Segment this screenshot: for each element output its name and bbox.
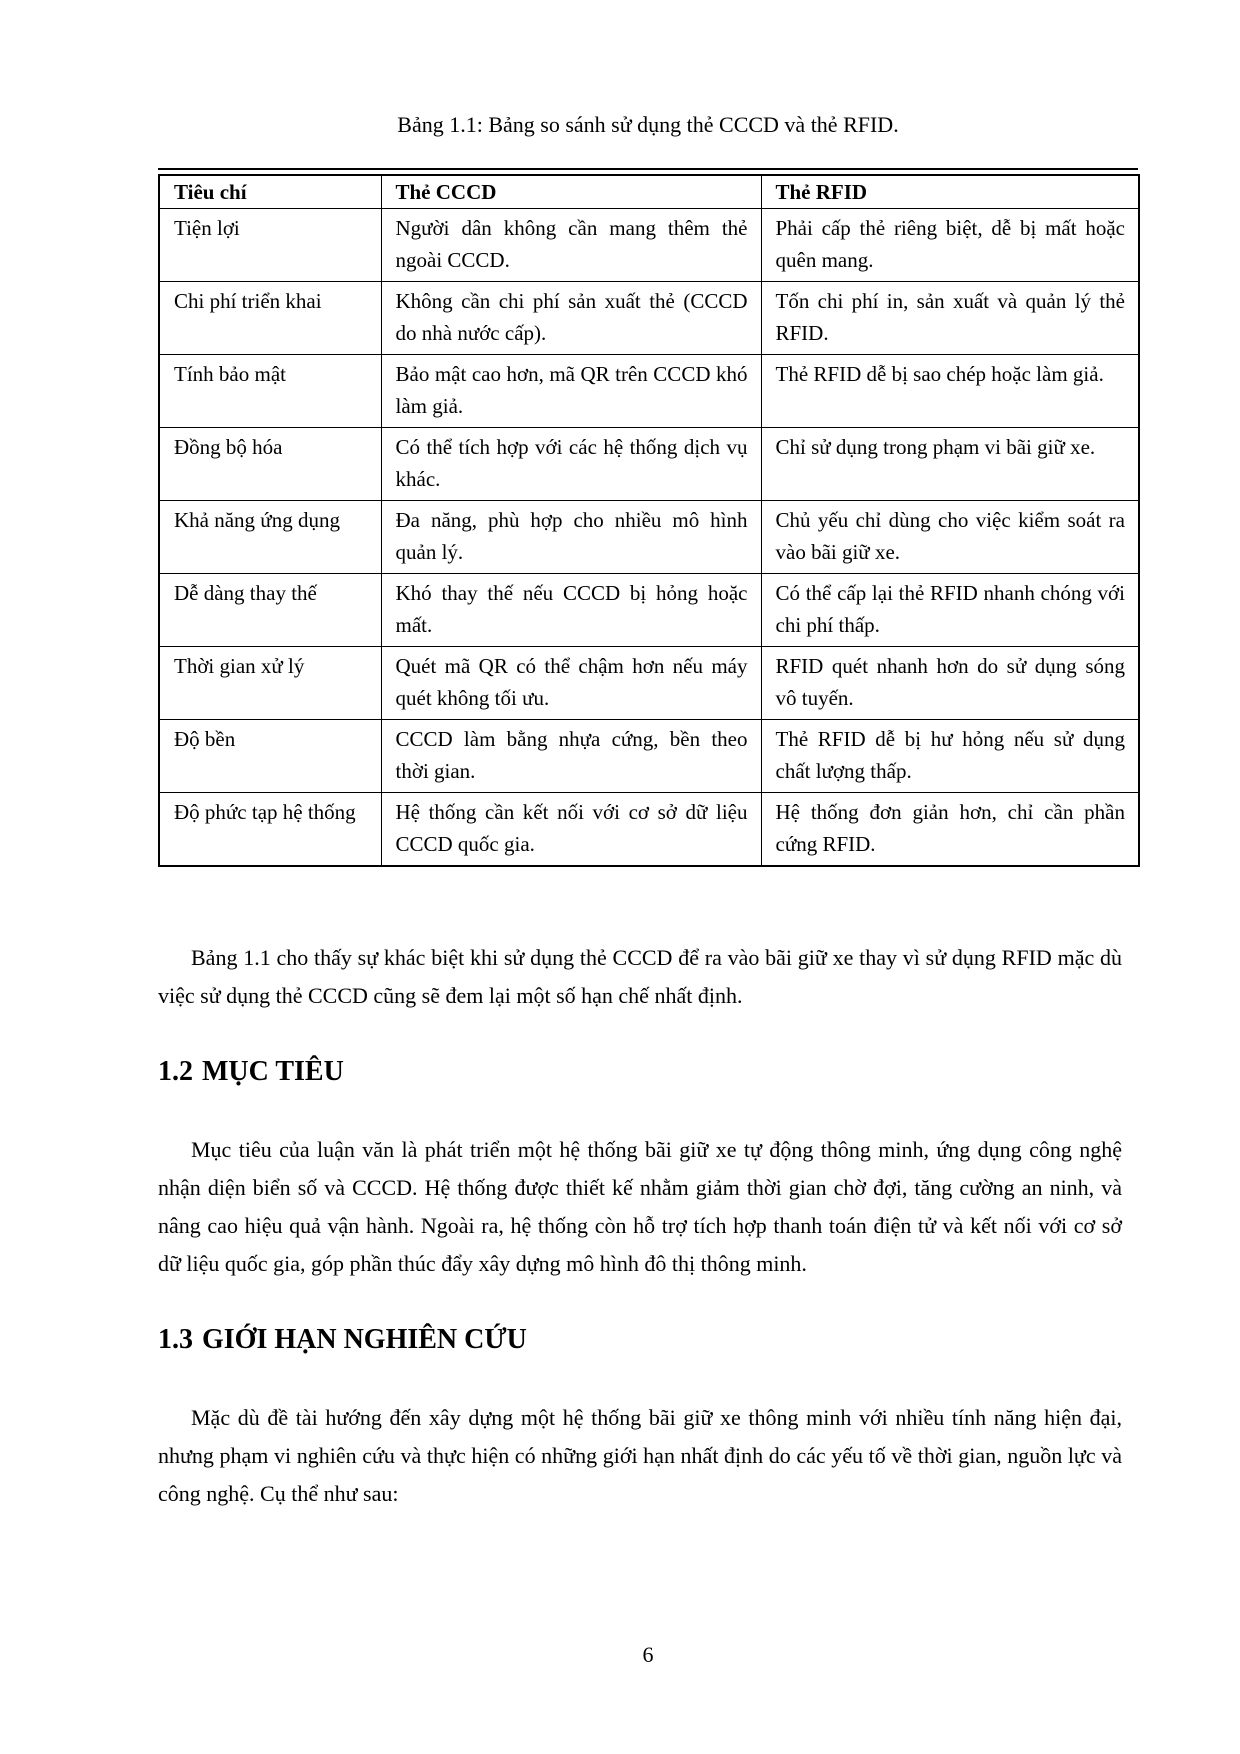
cell-cccd: Có thể tích hợp với các hệ thống dịch vụ khác. xyxy=(381,428,761,501)
cell-criteria: Khả năng ứng dụng xyxy=(159,501,381,574)
table-row xyxy=(159,355,1139,428)
cell-cccd: Quét mã QR có thể chậm hơn nếu máy quét không tối ưu. xyxy=(381,647,761,720)
table-caption: Bảng 1.1: Bảng so sánh sử dụng thẻ CCCD và thẻ RFID. xyxy=(397,112,899,137)
table-row xyxy=(159,647,1139,720)
section-number: 1.3 xyxy=(158,1324,193,1355)
cell-criteria: Tính bảo mật xyxy=(159,355,381,428)
cell-cccd: Hệ thống cần kết nối với cơ sở dữ liệu CCCD quốc gia. xyxy=(381,793,761,867)
column-header-rfid: Thẻ RFID xyxy=(761,175,1139,209)
cell-rfid: Chủ yếu chỉ dùng cho việc kiểm soát ra vào bãi giữ xe. xyxy=(761,501,1139,574)
cell-cccd: Khó thay thế nếu CCCD bị hỏng hoặc mất. xyxy=(381,574,761,647)
table-row xyxy=(159,793,1139,867)
page-content xyxy=(158,112,1138,1513)
cell-rfid: Tốn chi phí in, sản xuất và quản lý thẻ RFID. xyxy=(761,282,1139,355)
table-row xyxy=(159,209,1139,282)
cell-criteria: Độ bền xyxy=(159,720,381,793)
table-row xyxy=(159,428,1139,501)
section-number: 1.2 xyxy=(158,1056,193,1087)
cell-criteria: Tiện lợi xyxy=(159,209,381,282)
section-heading-1-2 xyxy=(158,1055,1138,1089)
column-header-cccd: Thẻ CCCD xyxy=(381,175,761,209)
page-number: 6 xyxy=(642,1642,654,1667)
cell-rfid: Hệ thống đơn giản hơn, chỉ cần phần cứng RFID. xyxy=(761,793,1139,867)
cell-criteria: Độ phức tạp hệ thống xyxy=(159,793,381,867)
section-heading-1-3 xyxy=(158,1323,1138,1357)
section-title: MỤC TIÊU xyxy=(202,1056,344,1087)
cell-rfid: Thẻ RFID dễ bị sao chép hoặc làm giả. xyxy=(761,355,1139,428)
section-1-2-paragraph: Mục tiêu của luận văn là phát triển một hệ thống bãi giữ xe tự động thông minh, ứng dụng công nghệ nhận diện biển số và CCCD. Hệ thống được thiết kế nhằm giảm thời gian chờ đợi, tăng cường an ninh, và nâng cao hiệu quả vận hành. Ngoài ra, hệ thống còn hỗ trợ tích hợp thanh toán điện tử và kết nối với cơ sở dữ liệu quốc gia, góp phần thúc đẩy xây dựng mô hình đô thị thông minh. xyxy=(158,1137,1122,1276)
column-header-criteria: Tiêu chí xyxy=(159,175,381,209)
cell-rfid: Có thể cấp lại thẻ RFID nhanh chóng với chi phí thấp. xyxy=(761,574,1139,647)
table-row xyxy=(159,501,1139,574)
cell-cccd: Người dân không cần mang thêm thẻ ngoài CCCD. xyxy=(381,209,761,282)
table-row xyxy=(159,574,1139,647)
cell-cccd: Không cần chi phí sản xuất thẻ (CCCD do nhà nước cấp). xyxy=(381,282,761,355)
cell-criteria: Thời gian xử lý xyxy=(159,647,381,720)
cell-rfid: RFID quét nhanh hơn do sử dụng sóng vô tuyến. xyxy=(761,647,1139,720)
paragraph-after-table: Bảng 1.1 cho thấy sự khác biệt khi sử dụng thẻ CCCD để ra vào bãi giữ xe thay vì sử dụng RFID mặc dù việc sử dụng thẻ CCCD cũng sẽ đem lại một số hạn chế nhất định. xyxy=(158,945,1122,1008)
cell-criteria: Chi phí triển khai xyxy=(159,282,381,355)
table-top-rule xyxy=(158,168,1138,170)
cell-cccd: Đa năng, phù hợp cho nhiều mô hình quản lý. xyxy=(381,501,761,574)
table-row xyxy=(159,720,1139,793)
cell-criteria: Dễ dàng thay thế xyxy=(159,574,381,647)
section-title: GIỚI HẠN NGHIÊN CỨU xyxy=(202,1324,527,1355)
cell-cccd: Bảo mật cao hơn, mã QR trên CCCD khó làm giả. xyxy=(381,355,761,428)
cell-rfid: Chỉ sử dụng trong phạm vi bãi giữ xe. xyxy=(761,428,1139,501)
section-1-3-paragraph: Mặc dù đề tài hướng đến xây dựng một hệ thống bãi giữ xe thông minh với nhiều tính năng hiện đại, nhưng phạm vi nghiên cứu và thực hiện có những giới hạn nhất định do các yếu tố về thời gian, nguồn lực và công nghệ. Cụ thể như sau: xyxy=(158,1405,1122,1506)
table-row xyxy=(159,282,1139,355)
cell-criteria: Đồng bộ hóa xyxy=(159,428,381,501)
cell-rfid: Phải cấp thẻ riêng biệt, dễ bị mất hoặc quên mang. xyxy=(761,209,1139,282)
cell-cccd: CCCD làm bằng nhựa cứng, bền theo thời gian. xyxy=(381,720,761,793)
table-header-row xyxy=(159,175,1139,209)
comparison-table xyxy=(158,174,1140,867)
cell-rfid: Thẻ RFID dễ bị hư hỏng nếu sử dụng chất lượng thấp. xyxy=(761,720,1139,793)
